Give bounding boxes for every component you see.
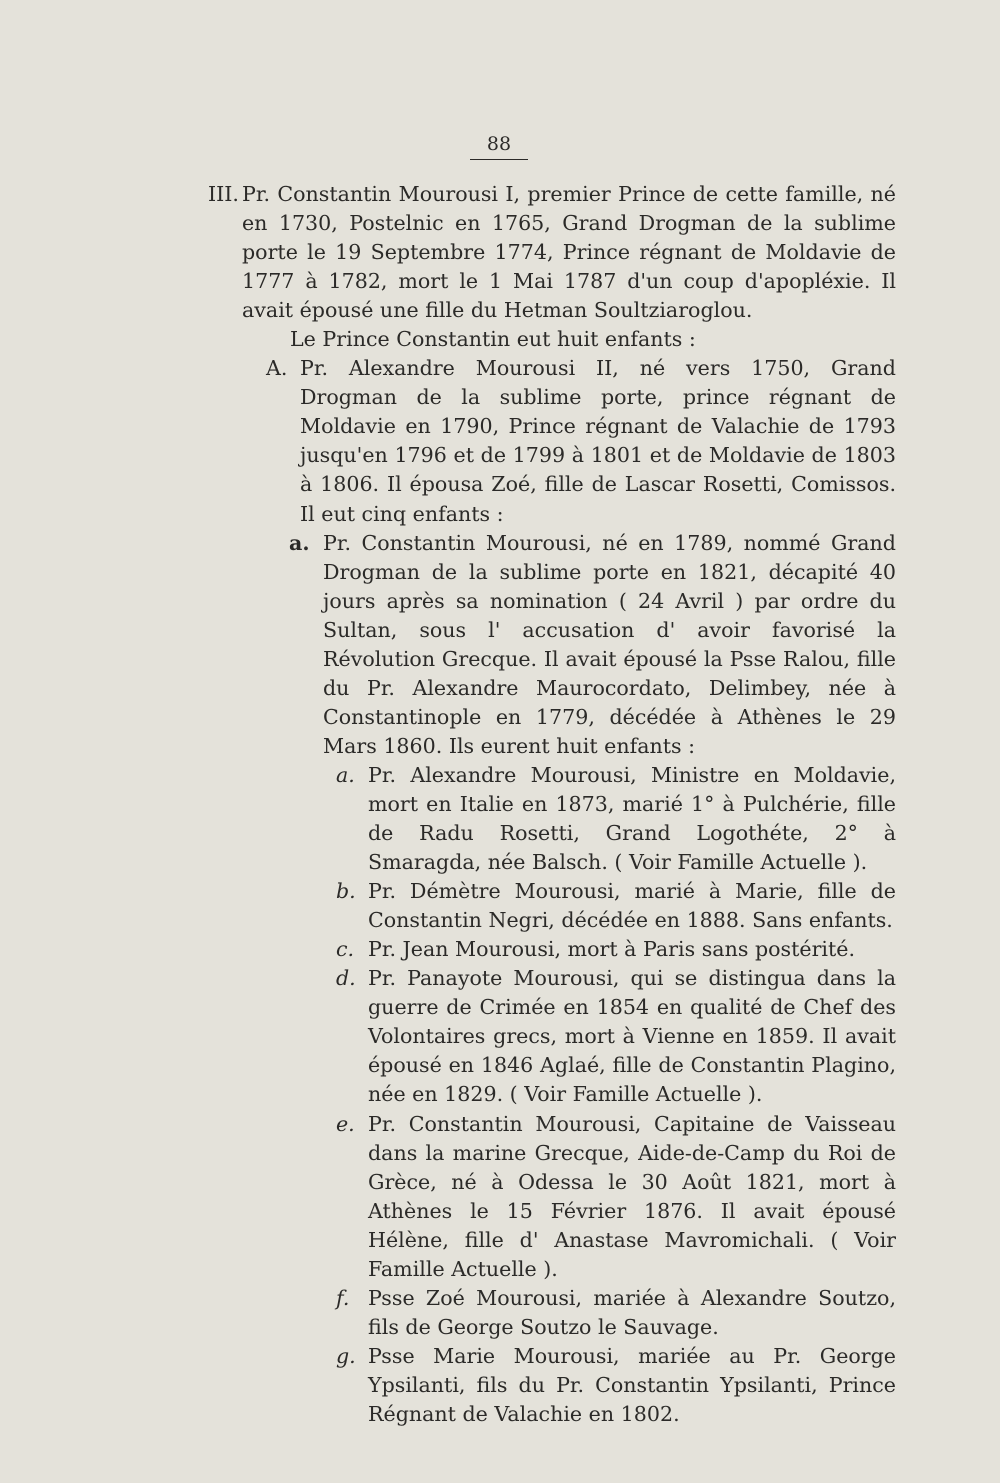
entry-text: Pr. Démètre Mourousi, marié à Marie, fille de Constantin Negri, décédée en 1888. Sans enfants. [368,879,896,933]
entry-marker: f. [336,1285,350,1310]
child-c [208,935,896,964]
child-b [208,877,896,935]
entry-marker: e. [336,1111,355,1136]
entry-intro: Le Prince Constantin eut huit enfants : [290,327,696,352]
entry-text: Pr. Alexandre Mourousi II, né vers 1750, Grand Drogman de la sublime porte, prince régnant de Moldavie en 1790, Prince régnant de Valachie de 1793 jusqu'en 1796 et de 1799 à 1801 et de Moldavie de 1803 à 1806. Il épousa Zoé, fille de Lascar Rosetti, Comissos. Il eut cinq enfants : [300,356,896,526]
page-body [208,180,896,1429]
entry-iii [208,180,896,325]
entry-text: Pr. Jean Mourousi, mort à Paris sans postérité. [368,937,856,962]
entry-text: Psse Marie Mourousi, mariée au Pr. George Ypsilanti, fils du Pr. Constantin Ypsilanti, Prince Régnant de Valachie en 1802. [368,1343,896,1426]
child-a [208,761,896,877]
child-e [208,1110,896,1284]
child-g [208,1342,896,1429]
entry-A [208,354,896,528]
page-number: 88 [470,133,528,160]
entry-marker: d. [336,966,356,991]
entry-text: Pr. Alexandre Mourousi, Ministre en Moldavie, mort en Italie en 1873, marié 1° à Pulchérie, fille de Radu Rosetti, Grand Logothéte, 2° à Smaragda, née Balsch. ( Voir Famille Actuelle ). [368,762,896,875]
entry-text: Pr. Constantin Mourousi I, premier Prince de cette famille, né en 1730, Postelnic en 1765, Grand Drogman de la sublime porte le 19 Septembre 1774, Prince régnant de Moldavie de 1777 à 1782, mort le 1 Mai 1787 d'un coup d'apopléxie. Il avait épousé une fille du Hetman Soultziaroglou. [242,182,896,323]
entry-a [208,529,896,761]
entry-text: Pr. Constantin Mourousi, né en 1789, nommé Grand Drogman de la sublime porte en 1821, décapité 40 jours après sa nomination ( 24 Avril ) par ordre du Sultan, sous l' accusation d' avoir favorisé la Révolution Grecque. Il avait épousé la Psse Ralou, fille du Pr. Alexandre Maurocordato, Delimbey, née à Constantinople en 1779, décédée à Athènes le 29 Mars 1860. Ils eurent huit enfants : [323,530,896,758]
entry-marker: b. [336,879,356,904]
entry-marker: a. [336,762,355,787]
child-d [208,964,896,1109]
entry-text: Psse Zoé Mourousi, mariée à Alexandre Soutzo, fils de George Soutzo le Sauvage. [368,1285,896,1339]
entry-text: Pr. Constantin Mourousi, Capitaine de Vaisseau dans la marine Grecque, Aide-de-Camp du Roi de Grèce, né à Odessa le 30 Août 1821, mort à Athènes le 15 Février 1876. Il avait épousé Hélène, fille d' Anastase Mavromichali. ( Voir Famille Actuelle ). [368,1111,896,1281]
entry-marker: III. [208,182,239,206]
entry-marker: A. [266,356,288,381]
entry-marker: c. [336,937,355,962]
entry-marker: a. [289,530,310,555]
entry-text: Pr. Panayote Mourousi, qui se distingua dans la guerre de Crimée en 1854 en qualité de Chef des Volontaires grecs, mort à Vienne en 1859. Il avait épousé en 1846 Aglaé, fille de Constantin Plagino, née en 1829. ( Voir Famille Actuelle ). [368,966,896,1107]
entry-marker: g. [336,1343,356,1368]
child-f [208,1284,896,1342]
